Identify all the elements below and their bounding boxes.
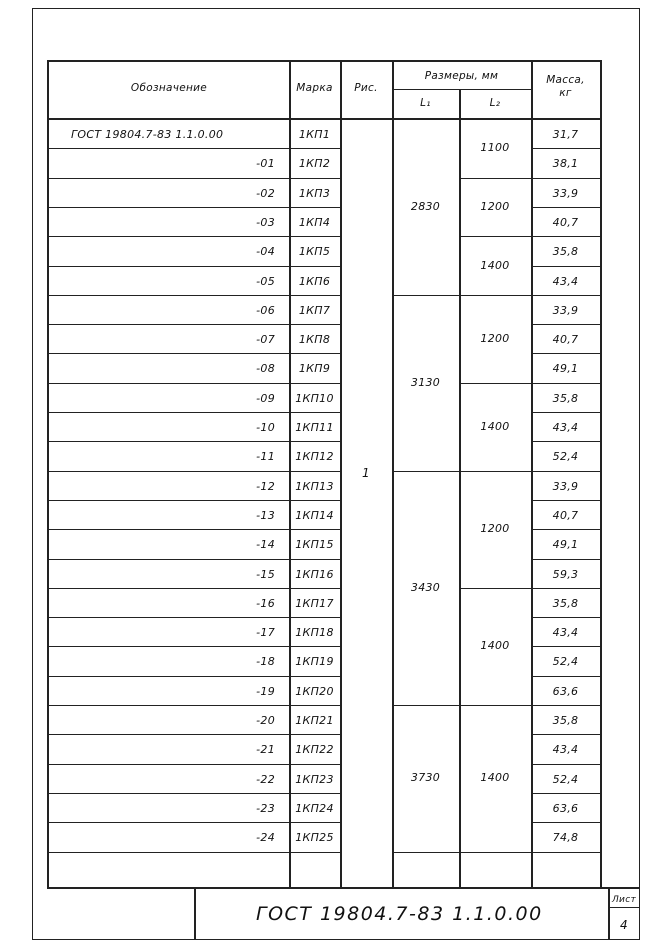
row-line (531, 383, 600, 384)
row-designation: -06 (256, 303, 275, 317)
row-designation: -11 (256, 450, 275, 464)
row-marka: 1КП11 (295, 421, 334, 434)
row-mass: 35,8 (552, 714, 579, 727)
title-block-top-line (47, 887, 640, 889)
row-line (531, 324, 600, 325)
row-line (531, 588, 600, 589)
sheet-label: Лист (611, 895, 636, 905)
l2-group-value: 1100 (480, 141, 510, 155)
row-designation: -16 (256, 596, 275, 610)
row-line (531, 646, 600, 647)
row-designation: -14 (256, 538, 275, 552)
row-mass: 63,6 (552, 801, 579, 815)
row-designation: -09 (256, 391, 275, 405)
row-designation: -12 (256, 479, 275, 493)
row-marka: 1КП13 (295, 479, 334, 493)
row-designation: -13 (256, 508, 275, 522)
row-marka: 1КП23 (295, 772, 334, 786)
row-mass: 40,7 (552, 333, 579, 347)
row-designation: -24 (256, 831, 275, 845)
l2-group-line (459, 295, 531, 296)
row-marka: 1КП21 (295, 714, 334, 727)
row-designation: -02 (256, 186, 275, 200)
l1-group-line (392, 295, 459, 296)
l2-group-value: 1400 (480, 639, 510, 653)
row-marka: 1КП5 (298, 245, 331, 259)
row-mass: 52,4 (552, 772, 579, 786)
row-mass: 40,7 (552, 508, 579, 522)
row-line (49, 529, 340, 530)
row-marka: 1КП20 (295, 684, 334, 698)
row-line (531, 500, 600, 501)
row-line (49, 588, 340, 589)
row-line (49, 148, 340, 149)
row-line (531, 617, 600, 618)
row-mass: 63,6 (552, 684, 579, 698)
l2-group-line (459, 383, 531, 384)
row-line (49, 646, 340, 647)
header-dimensions: Размеры, мм (424, 70, 499, 82)
row-mass: 52,4 (552, 450, 579, 464)
l2-group-value: 1200 (480, 331, 510, 345)
header-bottom-line (49, 118, 600, 120)
row-line (49, 471, 340, 472)
row-designation: -23 (256, 801, 275, 815)
row-designation: -15 (256, 567, 275, 581)
l1-group-line (392, 705, 459, 706)
header-ris: Рис. (354, 82, 378, 94)
row-marka: 1КП18 (295, 626, 334, 640)
row-designation: -20 (256, 714, 275, 727)
l2-group-line (459, 236, 531, 237)
row-designation: -03 (256, 215, 275, 229)
l2-group-line (459, 852, 531, 853)
row-designation: -19 (256, 684, 275, 698)
row-line (531, 793, 600, 794)
row-line (531, 207, 600, 208)
row-line (49, 764, 340, 765)
document-code: ГОСТ 19804.7-83 1.1.0.00 (256, 903, 543, 925)
row-mass: 35,8 (552, 391, 579, 405)
row-designation: -04 (256, 245, 275, 259)
row-line (531, 705, 600, 706)
row-marka: 1КП19 (295, 655, 334, 669)
row-line (49, 353, 340, 354)
row-marka: 1КП15 (295, 538, 334, 552)
l1-group-value: 2830 (410, 199, 441, 213)
l2-group-value: 1200 (480, 522, 510, 536)
row-designation: ГОСТ 19804.7-83 1.1.0.00 (71, 128, 224, 141)
row-mass: 43,4 (552, 743, 579, 757)
row-line (49, 266, 340, 267)
row-marka: 1КП9 (298, 362, 331, 376)
row-mass: 33,9 (552, 186, 579, 200)
row-line (531, 852, 600, 853)
row-marka: 1КП8 (298, 333, 331, 347)
row-line (531, 148, 600, 149)
row-line (531, 295, 600, 296)
row-line (531, 236, 600, 237)
row-line (49, 617, 340, 618)
header-subdivider (392, 89, 531, 90)
header-l2: L₂ (489, 97, 501, 109)
row-line (49, 383, 340, 384)
row-line (531, 529, 600, 530)
row-line (531, 178, 600, 179)
row-line (531, 353, 600, 354)
row-line (49, 559, 340, 560)
row-designation: -17 (256, 626, 275, 640)
row-marka: 1КП22 (295, 743, 334, 757)
row-marka: 1КП17 (295, 596, 334, 610)
row-marka: 1КП16 (295, 567, 334, 581)
row-marka: 1КП7 (298, 303, 331, 317)
row-marka: 1КП1 (298, 128, 331, 141)
row-line (49, 734, 340, 735)
row-line (49, 236, 340, 237)
l2-group-line (459, 705, 531, 706)
col-divider-l1 (392, 62, 394, 887)
sheet-cell-separator (608, 907, 640, 908)
row-line (49, 500, 340, 501)
row-mass: 59,3 (552, 567, 579, 581)
row-designation: -10 (256, 421, 275, 434)
row-marka: 1КП3 (298, 186, 331, 200)
header-mass-unit: кг (559, 87, 572, 99)
sheet-number: 4 (620, 918, 628, 932)
row-line (531, 734, 600, 735)
row-line (531, 266, 600, 267)
row-mass: 43,4 (552, 626, 579, 640)
row-line (49, 676, 340, 677)
row-designation: -21 (256, 743, 275, 757)
l2-group-line (459, 588, 531, 589)
row-mass: 33,9 (552, 479, 579, 493)
l2-group-value: 1400 (480, 771, 510, 785)
l2-group-value: 1200 (480, 199, 510, 213)
row-line (49, 822, 340, 823)
row-designation: -07 (256, 333, 275, 347)
row-line (531, 412, 600, 413)
row-line (49, 705, 340, 706)
row-line (531, 441, 600, 442)
l1-group-value: 3130 (410, 375, 441, 389)
figure-number: 1 (362, 466, 370, 480)
row-line (531, 559, 600, 560)
row-designation: -01 (256, 157, 275, 171)
row-mass: 38,1 (552, 157, 579, 171)
row-line (49, 324, 340, 325)
header-l1: L₁ (420, 97, 431, 109)
row-line (49, 207, 340, 208)
l2-group-value: 1400 (480, 419, 510, 433)
row-marka: 1КП24 (295, 801, 334, 815)
row-mass: 35,8 (552, 245, 579, 259)
row-mass: 43,4 (552, 274, 579, 288)
row-line (531, 471, 600, 472)
header-marka: Марка (296, 82, 333, 94)
row-mass: 49,1 (552, 362, 579, 376)
row-marka: 1КП25 (295, 831, 334, 845)
row-mass: 52,4 (552, 655, 579, 669)
row-mass: 43,4 (552, 421, 579, 434)
row-marka: 1КП10 (295, 391, 334, 405)
row-line (49, 852, 340, 853)
row-marka: 1КП4 (298, 215, 331, 229)
row-mass: 49,1 (552, 538, 579, 552)
row-designation: -18 (256, 655, 275, 669)
l2-group-value: 1400 (480, 258, 510, 272)
header-designation: Обозначение (130, 82, 208, 94)
row-marka: 1КП6 (298, 274, 331, 288)
row-designation: -22 (256, 772, 275, 786)
row-line (49, 441, 340, 442)
row-mass: 35,8 (552, 596, 579, 610)
row-line (49, 178, 340, 179)
l2-group-line (459, 178, 531, 179)
row-line (49, 793, 340, 794)
header-mass: Масса, (546, 74, 585, 86)
specification-table (47, 60, 602, 889)
row-mass: 74,8 (552, 831, 579, 845)
row-line (531, 764, 600, 765)
row-line (531, 676, 600, 677)
l2-group-line (459, 471, 531, 472)
title-block-divider (194, 887, 196, 940)
sheet-cell-divider (608, 887, 610, 940)
l1-group-line (392, 471, 459, 472)
row-designation: -08 (256, 362, 275, 376)
row-marka: 1КП2 (298, 157, 331, 171)
l1-group-value: 3730 (410, 771, 441, 785)
row-line (49, 412, 340, 413)
row-mass: 33,9 (552, 303, 579, 317)
row-mass: 40,7 (552, 215, 579, 229)
l1-group-value: 3430 (410, 580, 441, 594)
row-mass: 31,7 (552, 128, 579, 141)
row-marka: 1КП14 (295, 508, 334, 522)
l1-group-line (392, 852, 459, 853)
row-designation: -05 (256, 274, 275, 288)
row-line (49, 295, 340, 296)
row-marka: 1КП12 (295, 450, 334, 464)
row-line (531, 822, 600, 823)
